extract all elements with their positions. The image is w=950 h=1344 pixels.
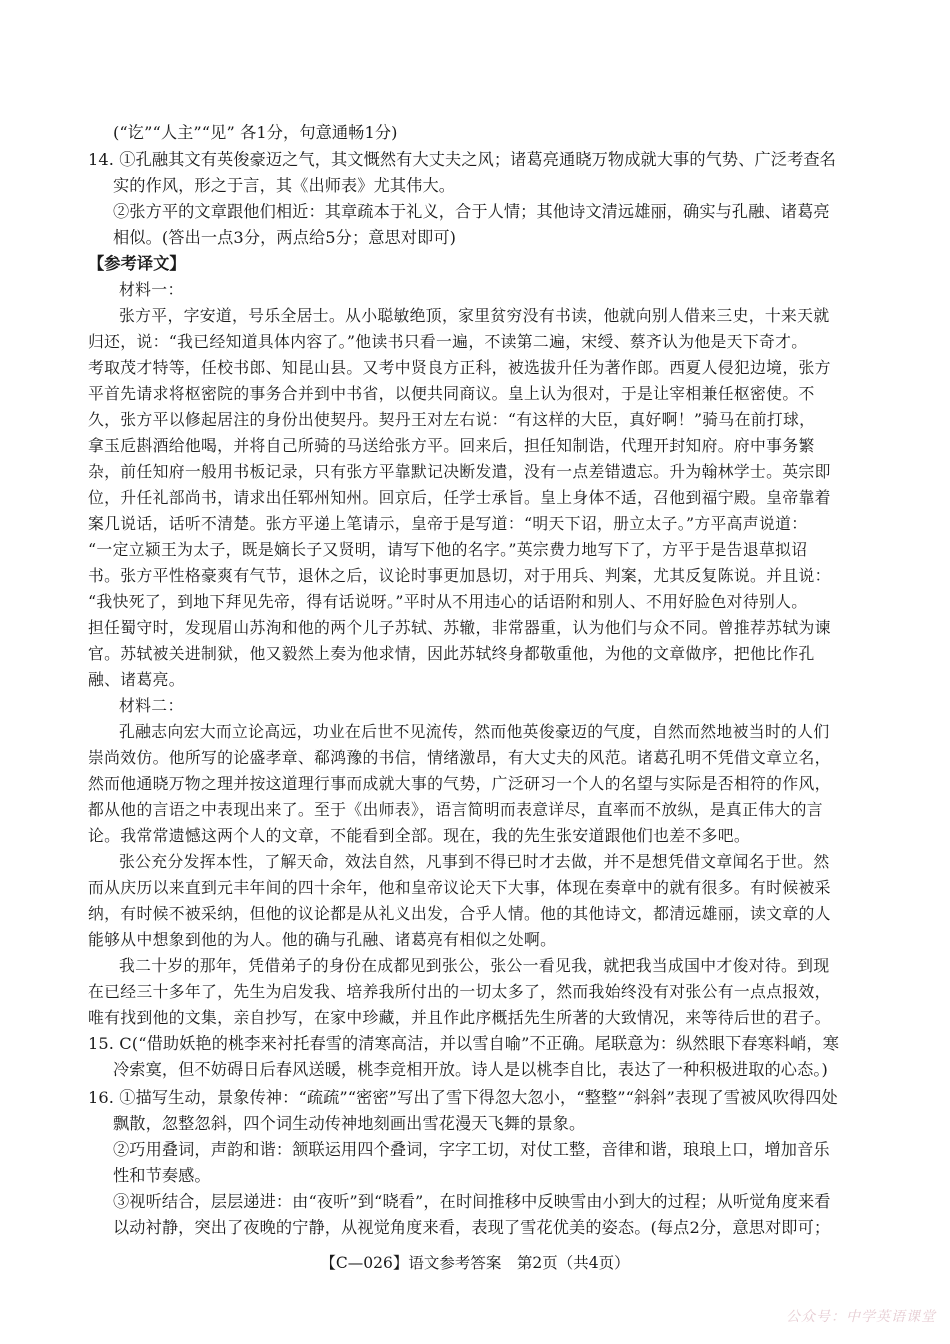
text-line: ②巧用叠词，声韵和谐：颔联运用四个叠词，字字工切，对仗工整，音律和谐，琅琅上口，增加音乐 [113,1140,830,1159]
text-line: 书。张方平性格豪爽有气节，退休之后，议论时事更加恳切，对于用兵、判案，尤其反复陈说。并且说： [88,566,831,585]
text-line: 能够从中想象到他的为人。他的确与孔融、诸葛亮有相似之处啊。 [88,930,557,949]
text-line: 然而他通晓万物之理并按这道理行事而成就大事的气势，广泛研习一个人的名望与实际是否相符的作风， [88,774,831,793]
text-line: 实的作风，形之于言，其《出师表》尤其伟大。 [113,176,456,195]
text-line: 归还，说：“我已经知道具体内容了。”他读书只看一遍，不读第二遍，宋绶、蔡齐认为他是天下奇才。 [88,332,808,351]
section-heading: 【参考译文】 [88,254,186,273]
text-line: 冷索寞，但不妨碍日后春风送暖，桃李竞相开放。诗人是以桃李自比，表达了一种积极进取的心态。) [113,1060,828,1079]
text-line: 论。我常常遗憾这两个人的文章，不能看到全部。现在，我的先生张安道跟他们也差不多吧。 [88,826,751,845]
text-line: 而从庆历以来直到元丰年间的四十余年，他和皇帝议论天下大事，体现在奏章中的就有很多。有时候被采 [88,878,831,897]
text-line: 融、诸葛亮。 [88,670,185,689]
text-line: 考取茂才特等，任校书郎、知昆山县。又考中贤良方正科，被选拔升任为著作郎。西夏人侵犯边境，张方 [88,358,831,377]
text-line: 在已经三十多年了，先生为启发我、培养我所付出的一切太多了，然而我始终没有对张公有一点点报效， [88,982,831,1001]
text-line: 位，升任礼部尚书，请求出任郓州知州。回京后，任学士承旨。皇上身体不适，召他到福宁殿。皇帝靠着 [88,488,831,507]
text-line: 唯有找到他的文集，亲自抄写，在家中珍藏，并且作此序概括先生所著的大致情况，来等待后世的君子。 [88,1008,831,1027]
text-line: ③视听结合，层层递进：由“夜听”到“晓看”，在时间推移中反映雪由小到大的过程；从听觉角度来看 [113,1192,831,1211]
text-line: 崇尚效仿。他所写的论盛孝章、郗鸿豫的书信，情绪激昂，有大丈夫的风范。诸葛孔明不凭借文章立名， [88,748,831,767]
page-footer: 【C—026】语文参考答案 第2页（共4页） [320,1254,630,1272]
text-line: 16. ①描写生动，景象传神：“疏疏”“密密”写出了雪下得忽大忽小，“整整”“斜斜”表现了雪被风吹得四处 [88,1088,838,1107]
text-line: “我快死了，到地下拜见先帝，得有话说呀。”平时从不用违心的话语附和别人、不用好脸色对待别人。 [88,592,808,611]
text-line: 飘散，忽整忽斜，四个词生动传神地刻画出雪花漫天飞舞的景象。 [113,1114,586,1133]
text-line: 孔融志向宏大而立论高远，功业在后世不见流传，然而他英俊豪迈的气度，自然而然地被当时的人们 [119,722,830,741]
text-line: 材料二： [119,696,184,715]
text-line: ②张方平的文章跟他们相近：其章疏本于礼义，合于人情；其他诗文清远雄丽，确实与孔融、诸葛亮 [113,202,830,221]
text-line: 杂，前任知府一般用书板记录，只有张方平靠默记决断发遣，没有一点差错遗忘。升为翰林学士。英宗即 [88,462,831,481]
text-line: 我二十岁的那年，凭借弟子的身份在成都见到张公，张公一看见我，就把我当成国中才俊对待。到现 [119,956,830,975]
text-line: “一定立颍王为太子，既是嫡长子又贤明，请写下他的名字。”英宗费力地写下了，方平于是告退草拟诏 [88,540,808,559]
text-line: 纳，有时候不被采纳，但他的议论都是从礼义出发，合乎人情。他的其他诗文，都清远雄丽，读文章的人 [88,904,831,923]
watermark: 公众号：中学英语课堂 [786,1309,936,1325]
text-line: 以动衬静，突出了夜晚的宁静，从视觉角度来看，表现了雪花优美的姿态。(每点2分，意思对即可； [113,1218,831,1237]
text-line: 性和节奏感。 [113,1166,211,1185]
text-line: 张方平，字安道，号乐全居士。从小聪敏绝顶，家里贫穷没有书读，他就向别人借来三史，十来天就 [119,306,830,325]
text-line: 拿玉卮斟酒给他喝，并将自己所骑的马送给张方平。回来后，担任知制诰，代理开封知府。府中事务繁 [88,436,815,455]
text-line: 官。苏轼被关进制狱，他又毅然上奏为他求情，因此苏轼终身都敬重他，为他的文章做序，把他比作孔 [88,644,815,663]
text-line: 案几说话，话听不清楚。张方平递上笔请示，皇帝于是写道：“明天下诏，册立太子。”方平高声说道： [88,514,808,533]
text-line: 张公充分发挥本性，了解天命，效法自然，凡事到不得已时才去做，并不是想凭借文章闻名于世。然 [119,852,830,871]
text-line: 15. C(“借助妖艳的桃李来衬托春雪的清寒高洁，并以雪自喻”不正确。尾联意为：纵然眼下春寒料峭，寒 [88,1034,840,1053]
text-line: 都从他的言语之中表现出来了。至于《出师表》，语言简明而表意详尽，直率而不放纵，是真正伟大的言 [88,800,823,819]
text-line: 材料一： [119,280,184,299]
text-line: 担任蜀守时，发现眉山苏洵和他的两个儿子苏轼、苏辙，非常器重，认为他们与众不同。曾推荐苏轼为谏 [88,618,831,637]
text-line: 相似。(答出一点3分，两点给5分；意思对即可) [113,228,457,247]
text-line: (“讫”“人主”“见” 各1分，句意通畅1分) [113,123,398,142]
text-line: 14. ①孔融其文有英俊豪迈之气，其文慨然有大丈夫之风；诸葛亮通晓万物成就大事的气势、广泛考查名 [88,150,836,169]
text-line: 平首先请求将枢密院的事务合并到中书省，以便共同商议。皇上认为很对，于是让宰相兼任枢密使。不 [88,384,815,403]
text-line: 久，张方平以修起居注的身份出使契丹。契丹王对左右说：“有这样的大臣，真好啊！”骑马在前打球， [88,410,816,429]
